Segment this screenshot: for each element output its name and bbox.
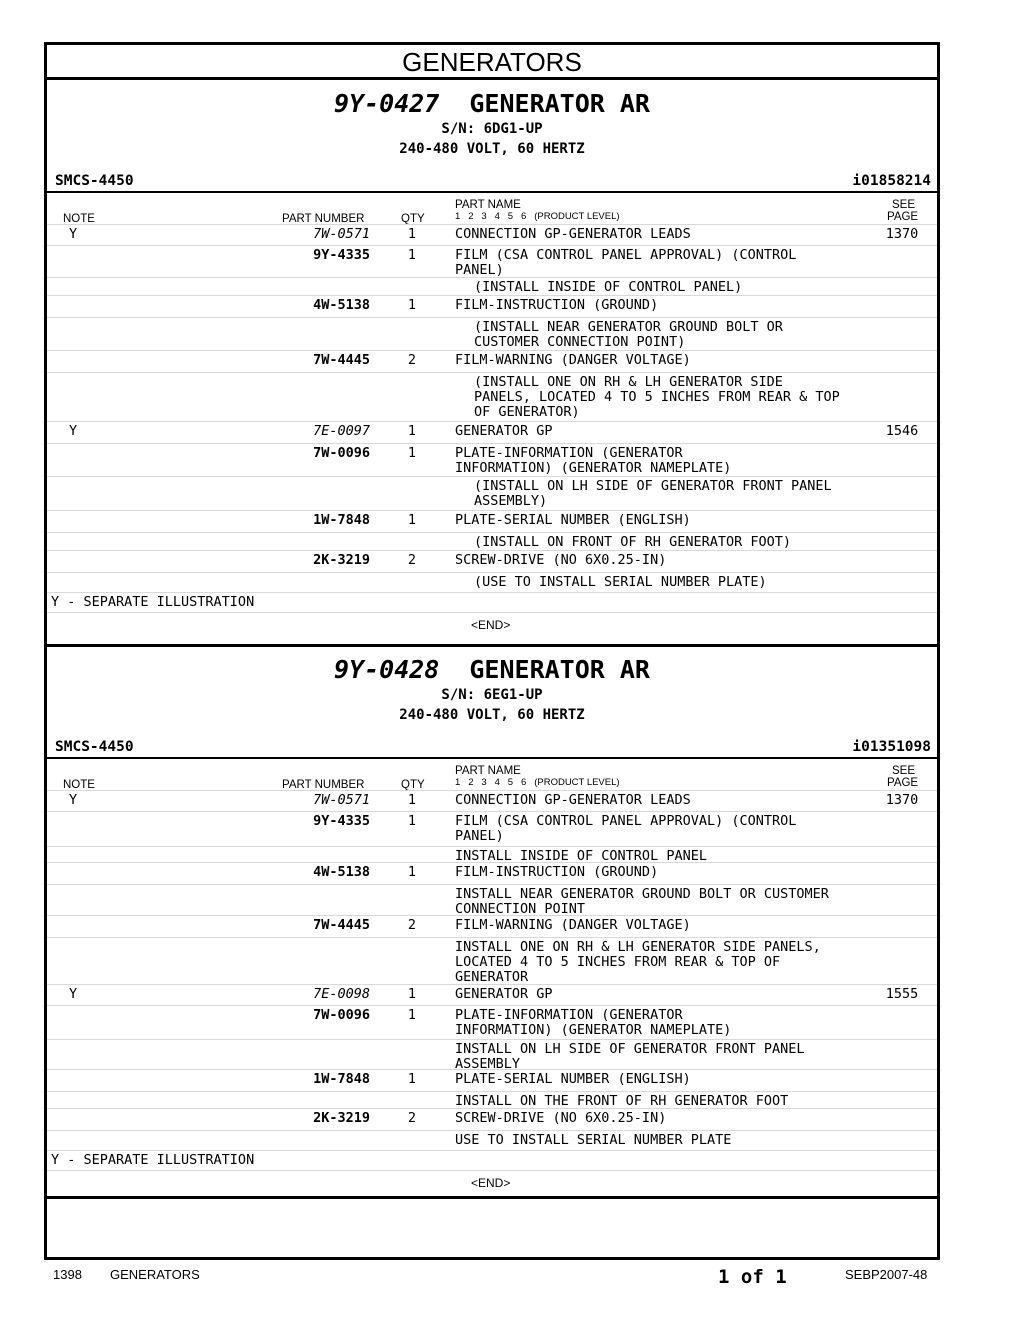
- part-name: SCREW-DRIVE (NO 6X0.25-IN): [455, 1110, 667, 1126]
- document-number: SEBP2007-48: [845, 1267, 928, 1282]
- part-number: 7W-4445: [313, 352, 370, 368]
- part-number: 1W-7848: [313, 1071, 370, 1087]
- part-name: PLATE-INFORMATION (GENERATOR INFORMATION) (GENERATOR NAMEPLATE): [455, 1007, 732, 1038]
- table-row: [47, 1039, 937, 1070]
- part-number: 2K-3219: [313, 1110, 370, 1126]
- column-levels: 1 2 3 4 5 6 (PRODUCT LEVEL): [455, 777, 620, 788]
- section-title: [47, 655, 937, 684]
- part-number: 7E-0098: [313, 986, 370, 1002]
- part-number: 7W-4445: [313, 917, 370, 933]
- table-row: [47, 915, 937, 938]
- table-row: [47, 295, 937, 318]
- quantity: 1: [407, 1007, 417, 1023]
- table-row: [47, 1108, 937, 1131]
- part-name: PLATE-INFORMATION (GENERATOR INFORMATION) (GENERATOR NAMEPLATE): [455, 445, 732, 476]
- part-name: INSTALL ON THE FRONT OF RH GENERATOR FOOT: [455, 1093, 789, 1109]
- table-row: [47, 884, 937, 916]
- smcs-code: SMCS-4450: [55, 173, 134, 189]
- part-number: 7W-0096: [313, 1007, 370, 1023]
- parts-section: [47, 647, 937, 1207]
- part-name: FILM-WARNING (DANGER VOLTAGE): [455, 917, 691, 933]
- table-row: [47, 1091, 937, 1109]
- row-note: Y: [69, 986, 78, 1002]
- quantity: 1: [407, 792, 417, 808]
- column-page: PAGE: [887, 211, 919, 223]
- column-part-number: PART NUMBER: [282, 213, 365, 225]
- table-row: [47, 317, 937, 351]
- quantity: 1: [407, 1071, 417, 1087]
- part-name: (INSTALL ON LH SIDE OF GENERATOR FRONT PANEL ASSEMBLY): [474, 478, 832, 509]
- column-page: PAGE: [887, 777, 919, 789]
- table-row: [47, 476, 937, 511]
- quantity: 2: [407, 917, 417, 933]
- part-name: INSTALL NEAR GENERATOR GROUND BOLT OR CUSTOMER CONNECTION POINT: [455, 886, 829, 917]
- row-note: Y: [69, 423, 78, 439]
- quantity: 1: [407, 226, 417, 242]
- part-name: CONNECTION GP-GENERATOR LEADS: [455, 226, 691, 242]
- column-note: NOTE: [63, 779, 95, 791]
- part-name: (USE TO INSTALL SERIAL NUMBER PLATE): [474, 574, 767, 590]
- part-number: 7E-0097: [313, 423, 370, 439]
- footer-section: GENERATORS: [110, 1267, 200, 1282]
- table-row: [47, 811, 937, 847]
- column-part-name: PART NAME: [455, 199, 521, 211]
- page-frame: [44, 42, 940, 1260]
- section-divider: [47, 644, 937, 647]
- section-name: GENERATOR AR: [469, 89, 650, 118]
- column-part-number: PART NUMBER: [282, 779, 365, 791]
- part-name: USE TO INSTALL SERIAL NUMBER PLATE: [455, 1132, 732, 1148]
- column-part-name: PART NAME: [455, 765, 521, 777]
- section-title: [47, 89, 937, 118]
- legend-text: Y - SEPARATE ILLUSTRATION: [51, 1152, 255, 1168]
- column-see: SEE: [892, 765, 916, 777]
- quantity: 1: [407, 423, 417, 439]
- part-name: (INSTALL ONE ON RH & LH GENERATOR SIDE PANELS, LOCATED 4 TO 5 INCHES FROM REAR & TOP OF GENERATOR): [474, 374, 840, 420]
- column-header: [47, 757, 937, 791]
- section-part-number: 9Y-0428: [334, 655, 440, 684]
- column-see: SEE: [892, 199, 916, 211]
- section-name: GENERATOR AR: [469, 655, 650, 684]
- quantity: 1: [407, 297, 417, 313]
- part-name: FILM-INSTRUCTION (GROUND): [455, 864, 659, 880]
- illustration-id: i01351098: [852, 739, 931, 755]
- part-number: 2K-3219: [313, 552, 370, 568]
- table-row: [47, 550, 937, 573]
- quantity: 1: [407, 986, 417, 1002]
- part-name: (INSTALL INSIDE OF CONTROL PANEL): [474, 279, 743, 295]
- table-row: [47, 572, 937, 593]
- part-name: GENERATOR GP: [455, 423, 553, 439]
- illustration-id: i01858214: [852, 173, 931, 189]
- smcs-code: SMCS-4450: [55, 739, 134, 755]
- table-row: [47, 224, 937, 246]
- table-row: [47, 372, 937, 422]
- part-number: 7W-0571: [313, 792, 370, 808]
- end-marker: <END>: [471, 618, 511, 632]
- see-page: 1546: [885, 423, 919, 439]
- quantity: 1: [407, 864, 417, 880]
- legend-text: Y - SEPARATE ILLUSTRATION: [51, 594, 255, 610]
- table-row: [47, 245, 937, 278]
- table-row: [47, 421, 937, 444]
- table-row: [47, 984, 937, 1006]
- row-note: Y: [69, 792, 78, 808]
- part-number: 7W-0571: [313, 226, 370, 242]
- row-note: Y: [69, 226, 78, 242]
- column-header: [47, 191, 937, 225]
- part-number: 1W-7848: [313, 512, 370, 528]
- table-row: [47, 862, 937, 885]
- spec-line: 240-480 VOLT, 60 HERTZ: [399, 707, 585, 723]
- quantity: 1: [407, 445, 417, 461]
- column-qty: QTY: [401, 213, 425, 225]
- part-name: FILM (CSA CONTROL PANEL APPROVAL) (CONTROL PANEL): [455, 247, 797, 278]
- part-name: FILM-WARNING (DANGER VOLTAGE): [455, 352, 691, 368]
- serial-number: S/N: 6EG1-UP: [441, 687, 543, 703]
- part-name: GENERATOR GP: [455, 986, 553, 1002]
- end-marker: <END>: [471, 1176, 511, 1190]
- table-row: [47, 846, 937, 863]
- part-number: 9Y-4335: [313, 813, 370, 829]
- spec-line: 240-480 VOLT, 60 HERTZ: [399, 141, 585, 157]
- column-levels: 1 2 3 4 5 6 (PRODUCT LEVEL): [455, 211, 620, 222]
- quantity: 1: [407, 813, 417, 829]
- part-name: (INSTALL NEAR GENERATOR GROUND BOLT OR CUSTOMER CONNECTION POINT): [474, 319, 783, 350]
- part-name: SCREW-DRIVE (NO 6X0.25-IN): [455, 552, 667, 568]
- part-name: PLATE-SERIAL NUMBER (ENGLISH): [455, 1071, 691, 1087]
- column-qty: QTY: [401, 779, 425, 791]
- section-part-number: 9Y-0427: [334, 89, 440, 118]
- parts-section: [47, 81, 937, 641]
- table-row: [47, 790, 937, 812]
- part-name: FILM (CSA CONTROL PANEL APPROVAL) (CONTROL PANEL): [455, 813, 797, 844]
- table-row: [47, 277, 937, 296]
- table-row: [47, 350, 937, 373]
- part-number: 9Y-4335: [313, 247, 370, 263]
- part-name: INSTALL INSIDE OF CONTROL PANEL: [455, 848, 707, 864]
- table-row: [47, 1130, 937, 1151]
- see-page: 1370: [885, 792, 919, 808]
- see-page: 1370: [885, 226, 919, 242]
- table-row: [47, 510, 937, 533]
- table-row: [47, 1005, 937, 1040]
- serial-number: S/N: 6DG1-UP: [441, 121, 543, 137]
- part-number: 4W-5138: [313, 297, 370, 313]
- quantity: 2: [407, 352, 417, 368]
- page-number: 1398: [53, 1267, 82, 1282]
- quantity: 1: [407, 512, 417, 528]
- quantity: 2: [407, 552, 417, 568]
- page-count: 1 of 1: [718, 1266, 787, 1288]
- part-name: INSTALL ONE ON RH & LH GENERATOR SIDE PANELS, LOCATED 4 TO 5 INCHES FROM REAR & TOP OF GENERATOR: [455, 939, 821, 985]
- column-note: NOTE: [63, 213, 95, 225]
- part-name: FILM-INSTRUCTION (GROUND): [455, 297, 659, 313]
- part-name: PLATE-SERIAL NUMBER (ENGLISH): [455, 512, 691, 528]
- see-page: 1555: [885, 986, 919, 1002]
- table-row: [47, 532, 937, 551]
- part-name: CONNECTION GP-GENERATOR LEADS: [455, 792, 691, 808]
- part-number: 4W-5138: [313, 864, 370, 880]
- table-row: [47, 443, 937, 477]
- table-row: [47, 1069, 937, 1092]
- part-number: 7W-0096: [313, 445, 370, 461]
- part-name: INSTALL ON LH SIDE OF GENERATOR FRONT PANEL ASSEMBLY: [455, 1041, 805, 1072]
- part-name: (INSTALL ON FRONT OF RH GENERATOR FOOT): [474, 534, 791, 550]
- quantity: 1: [407, 247, 417, 263]
- page-header: GENERATORS: [47, 45, 937, 80]
- table-row: [47, 937, 937, 985]
- quantity: 2: [407, 1110, 417, 1126]
- section-divider: [47, 1196, 937, 1199]
